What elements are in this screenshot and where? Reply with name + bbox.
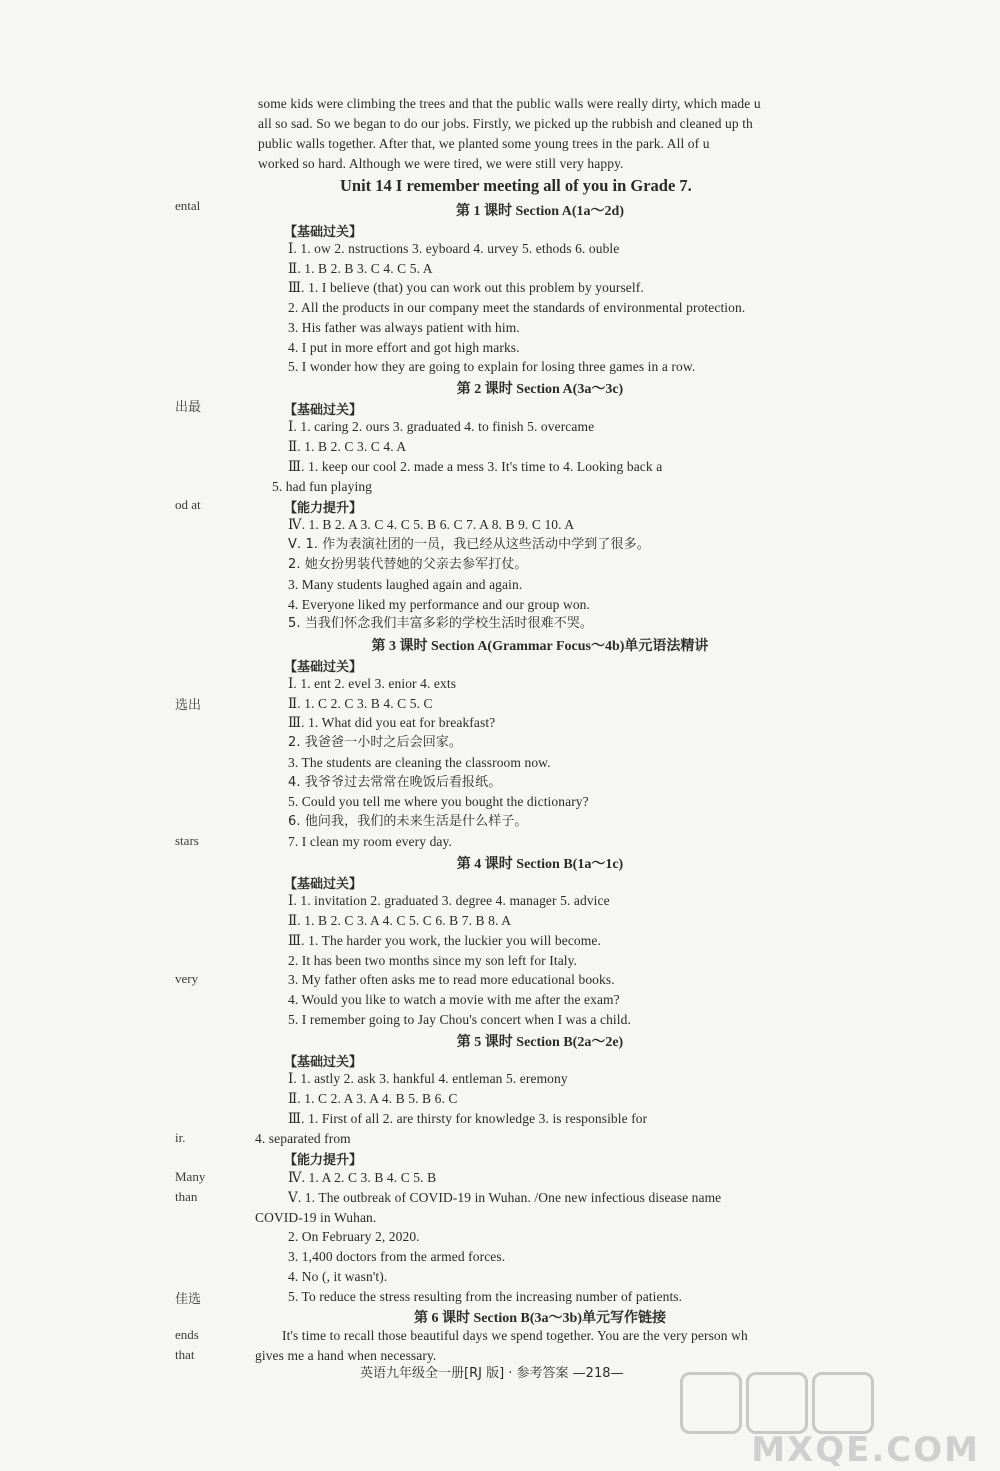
section-title: 第 2 课时 Section A(3a～3c) xyxy=(456,382,624,397)
answer-line: Ⅲ. 1. keep our cool 2. made a mess 3. It's time to 4. Looking back a xyxy=(288,459,663,474)
text-line: public walls together. After that, we planted some young trees in the park. All of u xyxy=(258,136,710,151)
answer-line: 5. had fun playing xyxy=(272,479,373,494)
answer-line: Ⅱ. 1. B 2. B 3. C 4. C 5. A xyxy=(288,261,433,276)
answer-line: Ⅴ. 1. The outbreak of COVID-19 in Wuhan. /One new infectious disease name xyxy=(288,1190,722,1205)
answer-line: Ⅱ. 1. C 2. C 3. B 4. C 5. C xyxy=(288,696,433,711)
watermark-box-icon xyxy=(812,1372,874,1434)
margin-fragment: than xyxy=(175,1189,198,1204)
answer-line: Ⅰ. 1. invitation 2. graduated 3. degree 4. manager 5. advice xyxy=(288,893,610,908)
answer-line: Ⅲ. 1. I believe (that) you can work out this problem by yourself. xyxy=(288,280,644,295)
margin-fragment: ental xyxy=(175,198,201,213)
margin-fragment: 出最 xyxy=(175,400,202,415)
margin-fragment: that xyxy=(175,1347,195,1362)
label-basic: 【基础过关】 xyxy=(284,403,363,418)
answer-line: 5. Could you tell me where you bought the dictionary? xyxy=(288,794,589,809)
answer-line: Ⅲ. 1. First of all 2. are thirsty for knowledge 3. is responsible for xyxy=(288,1111,648,1126)
answer-line: Ⅱ. 1. C 2. A 3. A 4. B 5. B 6. C xyxy=(288,1091,458,1106)
answer-line: 3. The students are cleaning the classroom now. xyxy=(288,755,551,770)
answer-line: 4. Would you like to watch a movie with me after the exam? xyxy=(288,992,620,1007)
answer-line: 3. Many students laughed again and again. xyxy=(288,577,523,592)
answer-line: 3. His father was always patient with him. xyxy=(288,320,520,335)
unit-title: Unit 14 I remember meeting all of you in Grade 7. xyxy=(340,176,692,195)
answer-line: Ⅰ. 1. astly 2. ask 3. hankful 4. entleman 5. eremony xyxy=(288,1071,568,1086)
label-basic: 【基础过关】 xyxy=(284,877,363,892)
answer-line: 3. My father often asks me to read more educational books. xyxy=(288,972,615,987)
section-title: 第 5 课时 Section B(2a～2e) xyxy=(456,1035,624,1050)
answer-line: 2. 我爸爸一小时之后会回家。 xyxy=(288,735,463,750)
label-basic: 【基础过关】 xyxy=(284,660,363,675)
margin-fragment: 选出 xyxy=(175,698,202,713)
answer-line: 3. 1,400 doctors from the armed forces. xyxy=(288,1249,506,1264)
text-line: some kids were climbing the trees and that the public walls were really dirty, which made u xyxy=(258,96,761,111)
answer-line: 5. 当我们怀念我们丰富多彩的学校生活时很难不哭。 xyxy=(288,616,594,631)
answer-line: 5. I remember going to Jay Chou's concert when I was a child. xyxy=(288,1012,631,1027)
margin-fragment: 佳选 xyxy=(175,1292,202,1307)
text-line: all so sad. So we began to do our jobs. Firstly, we picked up the rubbish and cleaned up th xyxy=(258,116,753,131)
answer-line: gives me a hand when necessary. xyxy=(255,1348,437,1363)
answer-line: Ⅳ. 1. A 2. C 3. B 4. C 5. B xyxy=(288,1170,437,1185)
section-title: 第 6 课时 Section B(3a～3b)单元写作链接 xyxy=(414,1311,666,1326)
section-title: 第 1 课时 Section A(1a～2d) xyxy=(456,204,624,219)
answer-line: Ⅰ. 1. caring 2. ours 3. graduated 4. to finish 5. overcame xyxy=(288,419,595,434)
answer-line: Ⅲ. 1. What did you eat for breakfast? xyxy=(288,715,496,730)
answer-line: COVID-19 in Wuhan. xyxy=(255,1210,377,1225)
label-basic: 【基础过关】 xyxy=(284,225,363,240)
answer-line: 4. separated from xyxy=(255,1131,351,1146)
label-ability: 【能力提升】 xyxy=(284,1153,363,1168)
answer-line: 2. On February 2, 2020. xyxy=(288,1229,420,1244)
watermark-box-icon xyxy=(680,1372,742,1434)
answer-line: 2. It has been two months since my son left for Italy. xyxy=(288,953,578,968)
watermark-text: MXQE.COM xyxy=(751,1430,980,1470)
answer-line: 4. I put in more effort and got high marks. xyxy=(288,340,520,355)
answer-line: 7. I clean my room every day. xyxy=(288,834,452,849)
answer-line: It's time to recall those beautiful days we spend together. You are the very person wh xyxy=(282,1328,748,1343)
answer-line: Ⅲ. 1. The harder you work, the luckier you will become. xyxy=(288,933,601,948)
answer-line: 2. 她女扮男装代替她的父亲去参军打仗。 xyxy=(288,557,528,572)
section-title: 第 4 课时 Section B(1a～1c) xyxy=(456,857,624,872)
answer-line: Ⅱ. 1. B 2. C 3. A 4. C 5. C 6. B 7. B 8. A xyxy=(288,913,512,928)
margin-fragment: very xyxy=(175,971,199,986)
answer-line: Ⅴ. 1. 作为表演社团的一员，我已经从这些活动中学到了很多。 xyxy=(288,537,650,552)
answer-line: 5. I wonder how they are going to explain for losing three games in a row. xyxy=(288,359,696,374)
answer-line: Ⅱ. 1. B 2. C 3. C 4. A xyxy=(288,439,407,454)
margin-fragment: stars xyxy=(175,833,199,848)
watermark-box-icon xyxy=(746,1372,808,1434)
answer-line: 4. 我爷爷过去常常在晚饭后看报纸。 xyxy=(288,775,502,790)
answer-line: 4. Everyone liked my performance and our group won. xyxy=(288,597,591,612)
text-line: worked so hard. Although we were tired, we were still very happy. xyxy=(258,156,624,171)
label-ability: 【能力提升】 xyxy=(284,501,363,516)
margin-fragment: ir. xyxy=(175,1130,186,1145)
answer-line: Ⅳ. 1. B 2. A 3. C 4. C 5. B 6. C 7. A 8. B 9. C 10. A xyxy=(288,517,575,532)
section-title: 第 3 课时 Section A(Grammar Focus～4b)单元语法精讲 xyxy=(371,639,709,654)
margin-fragment: od at xyxy=(175,497,201,512)
answer-line: Ⅰ. 1. ow 2. nstructions 3. eyboard 4. urvey 5. ethods 6. ouble xyxy=(288,241,620,256)
label-basic: 【基础过关】 xyxy=(284,1055,363,1070)
margin-fragment: Many xyxy=(175,1169,206,1184)
answer-line: 5. To reduce the stress resulting from the increasing number of patients. xyxy=(288,1289,683,1304)
margin-fragment: ends xyxy=(175,1327,199,1342)
answer-line: Ⅰ. 1. ent 2. evel 3. enior 4. exts xyxy=(288,676,457,691)
answer-line: 4. No (, it wasn't). xyxy=(288,1269,388,1284)
answer-line: 2. All the products in our company meet the standards of environmental protection. xyxy=(288,300,746,315)
page-footer: 英语九年级全一册[RJ 版] · 参考答案 —218— xyxy=(360,1366,624,1381)
answer-line: 6. 他问我，我们的未来生活是什么样子。 xyxy=(288,814,528,829)
